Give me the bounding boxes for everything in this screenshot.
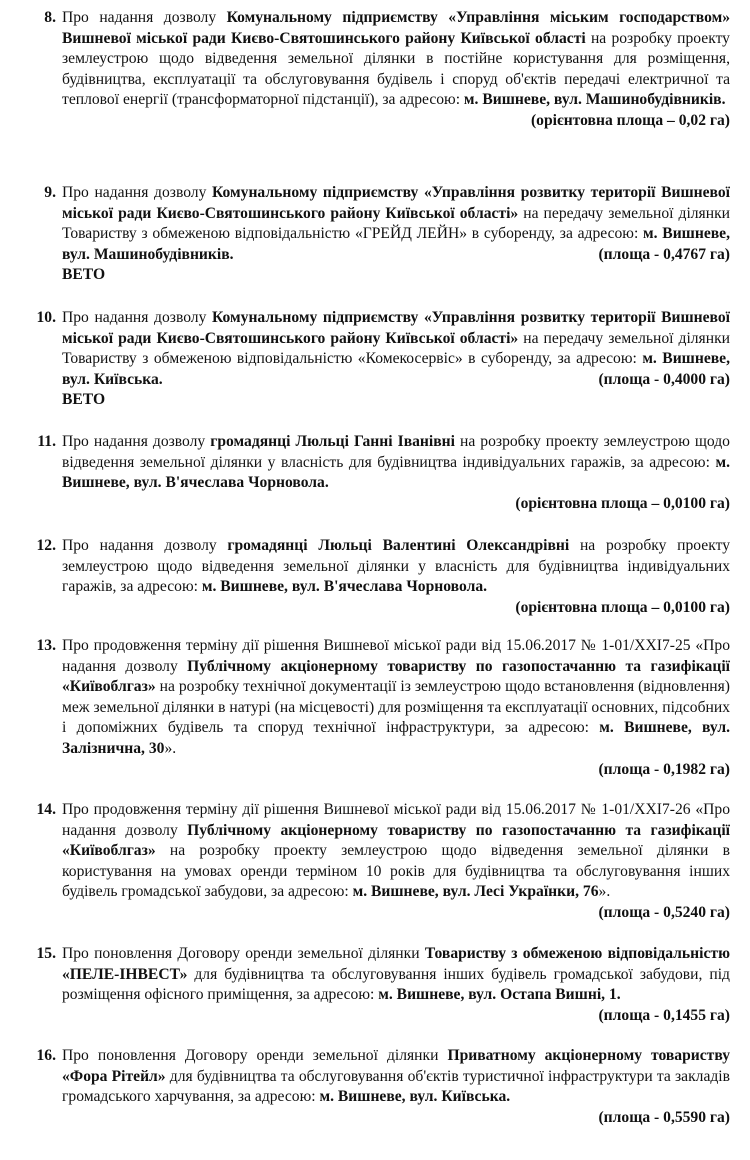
item-number: 10. [36, 309, 56, 326]
agenda-item-11 [22, 432, 730, 514]
item-text: Про продовження терміну дії рішення Вишневої міської ради від 15.06.2017 № 1-01/XXI7-26 «Про надання дозволу Публічному акціонерному товариству по газопостачанню та газифікації «Київоблгаз» на розробку проекту землеустрою щодо відведення земельної ділянки в користування на умовах оренди терміном 10 років для будівництва та обслуговування інших будівель громадської забудови, за адресою: м. Вишневе, вул. Лесі Українки, 76». (площа - 0,5240 га) [62, 800, 730, 903]
item-text: Про поновлення Договору оренди земельної ділянки Товариству з обмеженою відповідальністю «ПЕЛЕ-ІНВЕСТ» для будівництва та обслуговування інших будівель громадської забудови, під розміщення офісного приміщення, за адресою: м. Вишневе, вул. Остапа Вишні, 1. (площа - 0,1455 га) [62, 944, 730, 1006]
agenda-item-15 [22, 944, 730, 1026]
agenda-item-13 [22, 636, 730, 780]
item-text: Про надання дозволу громадянці Люльці Ганні Іванівні на розробку проекту землеустрою щодо відведення земельної ділянки у власність для будівництва індивідуальних гаражів, за адресою: м. Вишневе, вул. В'ячеслава Чорновола. (орієнтовна площа – 0,0100 га) [62, 432, 730, 514]
area-label: (площа - 0,5240 га) [598, 903, 730, 921]
area-label: (площа - 0,4767 га) [598, 245, 730, 263]
area-label: (орієнтовна площа – 0,0100 га) [515, 598, 730, 616]
item-text: Про надання дозволу Комунальному підприємству «Управління розвитку території Вишневої міської ради Києво-Святошинського району Київської області» на передачу земельної ділянки Товариству з обмеженою відповідальністю «ГРЕЙД ЛЕЙН» в суборенду, за адресою: м. Вишневе, вул. Машинобудівників. (площа - 0,4767 га) ВЕТО [62, 183, 730, 286]
item-number: 9. [44, 184, 56, 201]
item-number: 8. [44, 9, 56, 26]
area-label: (площа - 0,5590 га) [598, 1108, 730, 1126]
item-number: 15. [36, 945, 56, 962]
item-number: 11. [37, 433, 56, 450]
item-text: Про продовження терміну дії рішення Вишневої міської ради від 15.06.2017 № 1-01/XXI7-25 «Про надання дозволу Публічному акціонерному товариству по газопостачанню та газифікації «Київоблгаз» на розробку технічної документації із землеустрою щодо встановлення (відновлення) меж земельної ділянки в натурі (на місцевості) для розміщення та експлуатації основних, підсобних і допоміжних будівель та споруд технічної інфраструктури, за адресою: м. Вишневе, вул. Залізнична, 30». (площа - 0,1982 га) [62, 636, 730, 780]
area-label: (орієнтовна площа – 0,02 га) [530, 111, 730, 129]
item-text: Про надання дозволу Комунальному підприємству «Управління розвитку території Вишневої міської ради Києво-Святошинського району Київської області» на передачу земельної ділянки Товариству з обмеженою відповідальністю «Комекосервіс» в суборенду, за адресою: м. Вишневе, вул. Київська. (площа - 0,4000 га) ВЕТО [62, 308, 730, 411]
item-number: 13. [36, 637, 56, 654]
item-text: Про поновлення Договору оренди земельної ділянки Приватному акціонерному товариству «Фора Рітейл» для будівництва та обслуговування об'єктів туристичної інфраструктури та закладів громадського харчування, за адресою: м. Вишневе, вул. Київська. (площа - 0,5590 га) [62, 1046, 730, 1128]
area-label: (площа - 0,1982 га) [598, 760, 730, 778]
item-number: 14. [36, 801, 56, 818]
agenda-item-12 [22, 536, 730, 618]
agenda-item-10 [22, 308, 730, 411]
agenda-item-16 [22, 1046, 730, 1128]
veto-mark: ВЕТО [62, 391, 106, 409]
item-number: 12. [36, 537, 56, 554]
item-number: 16. [36, 1047, 56, 1064]
area-label: (орієнтовна площа – 0,0100 га) [515, 494, 730, 512]
agenda-item-9 [22, 183, 730, 286]
item-text: Про надання дозволу Комунальному підприємству «Управління міським господарством» Вишневої міської ради Києво-Святошинського району Київської області на розробку проекту землеустрою щодо відведення земельної ділянки в постійне користування для розміщення, будівництва, експлуатації та обслуговування будівель і споруд об'єктів передачі електричної та теплової енергії (трансформаторної підстанції), за адресою: м. Вишневе, вул. Машинобудівників. (орієнтовна площа – 0,02 га) [62, 8, 730, 132]
item-text: Про надання дозволу громадянці Люльці Валентині Олександрівні на розробку проекту землеустрою щодо відведення земельної ділянки у власність для будівництва індивідуальних гаражів, за адресою: м. Вишневе, вул. В'ячеслава Чорновола. (орієнтовна площа – 0,0100 га) [62, 536, 730, 618]
agenda-item-14 [22, 800, 730, 924]
veto-mark: ВЕТО [62, 266, 106, 284]
area-label: (площа - 0,4000 га) [598, 370, 730, 388]
area-label: (площа - 0,1455 га) [598, 1006, 730, 1024]
agenda-item-8 [22, 8, 730, 132]
